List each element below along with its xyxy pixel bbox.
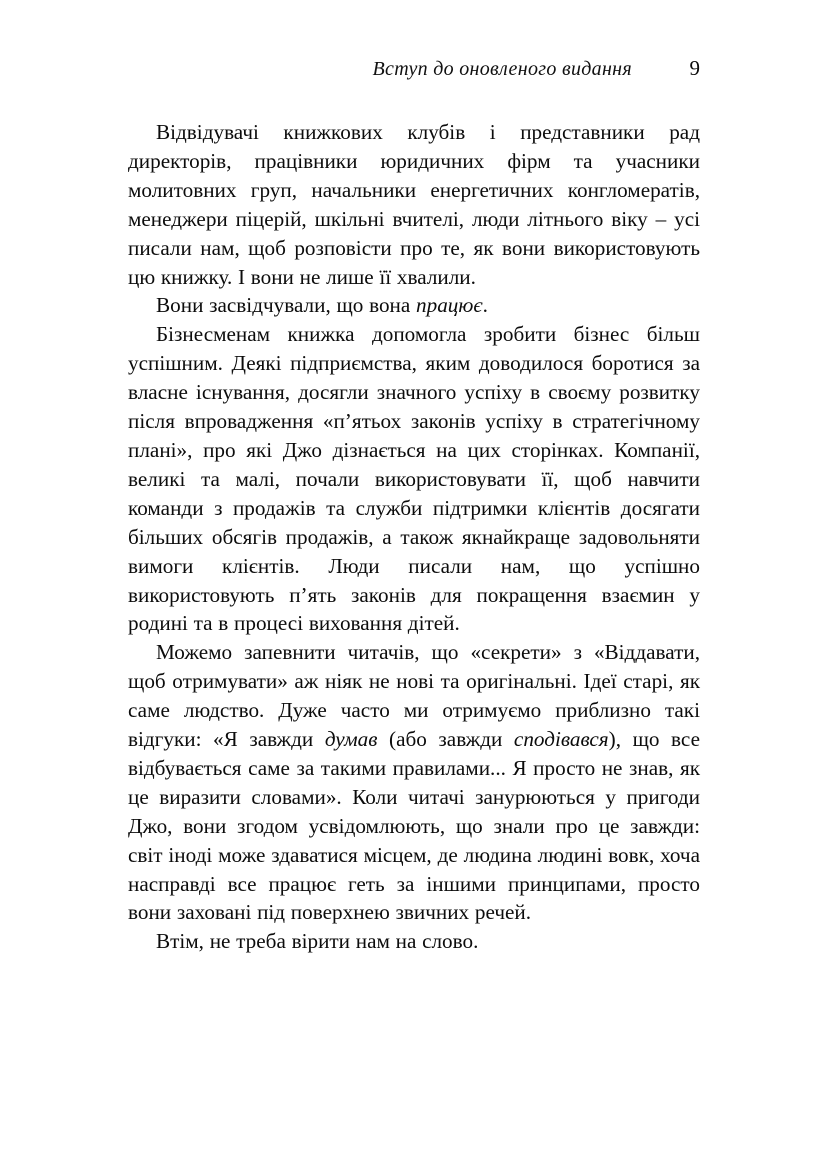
paragraph-text: ), що все відбувається саме за такими правилами... Я просто не знав, як це виразити словами». Коли читачі занурюються у пригоди Джо, вони згодом усвідомлюють, що знали про це завжди: світ іноді може здаватися місцем, де людина людині вовк, хоча насправді все працює геть за іншими принципами, просто вони заховані під поверхнею звичних речей.	[128, 727, 700, 925]
paragraph-text: Втім, не треба вірити нам на слово.	[156, 929, 479, 954]
body-paragraph	[128, 291, 700, 320]
body-paragraph	[128, 118, 700, 291]
body-paragraph	[128, 927, 700, 956]
paragraph-text: Бізнесменам книжка допомогла зробити бізнес більш успішним. Деякі підприємства, яким доводилося боротися за власне існування, досягли значного успіху в своєму розвитку після впровадження «п’ятьох законів успіху в стратегічному плані», про які Джо дізнається на цих сторінках. Компанії, великі та малі, почали використовувати її, щоб навчити команди з продажів та служби підтримки клієнтів досягати більших обсягів продажів, а також якнайкраще задовольняти вимоги клієнтів. Люди писали нам, що успішно використовують п’ять законів для покращення взаємин у родині та в процесі виховання дітей.	[128, 322, 700, 636]
running-head	[128, 56, 700, 81]
body-paragraph	[128, 320, 700, 638]
body-text-block	[128, 118, 700, 956]
paragraph-text: Вони засвідчували, що вона	[156, 293, 417, 318]
paragraph-text: (або завжди	[377, 727, 514, 752]
paragraph-text: Можемо запевнити читачів, що «секрети» з «Віддавати, щоб отримувати» аж ніяк не нові та оригінальні. Ідеї старі, як саме людство. Дуже часто ми отримуємо приблизно такі відгуки: «Я завжди	[128, 640, 700, 752]
running-head-title: Вступ до оновленого видання	[372, 58, 632, 80]
emphasis-text: сподівався	[513, 727, 609, 752]
paragraph-text: .	[482, 293, 488, 318]
body-paragraph	[128, 638, 700, 927]
emphasis-text: думав	[324, 727, 378, 752]
emphasis-text: працює	[416, 293, 483, 318]
paragraph-text: Відвідувачі книжкових клубів і представники рад директорів, працівники юридичних фірм та учасники молитовних груп, начальники енергетичних конгломератів, менеджери піцерій, шкільні вчителі, люди літнього віку – усі писали нам, щоб розповісти про те, як вони використовують цю книжку. І вони не лише її хвалили.	[128, 120, 700, 289]
page-number: 9	[689, 56, 700, 80]
